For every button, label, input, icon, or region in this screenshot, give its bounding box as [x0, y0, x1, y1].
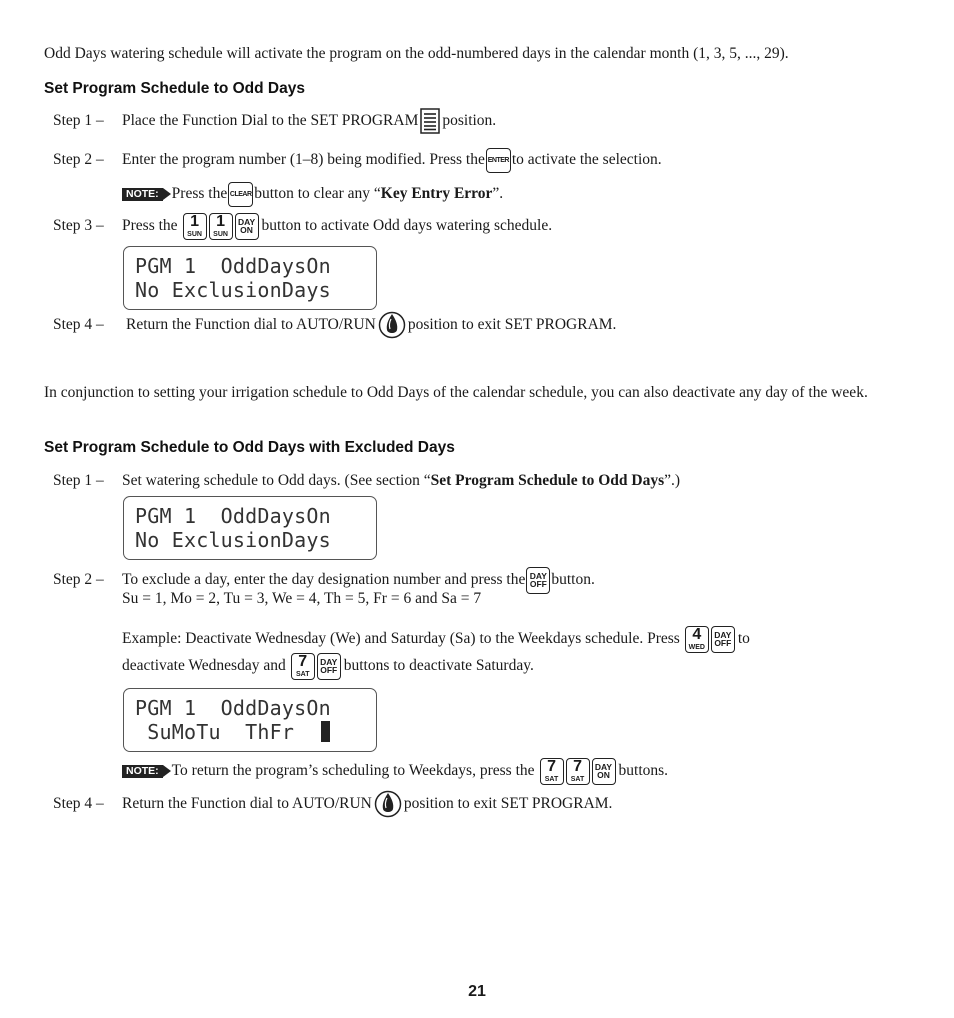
- day-off-key-icon: DAY OFF: [711, 626, 735, 653]
- step-bold: Set Program Schedule to Odd Days: [430, 472, 665, 489]
- step-text: Enter the program number (1–8) being modified. Press the: [122, 151, 485, 168]
- example-line-2: [122, 653, 534, 679]
- lcd-line: PGM 1 OddDaysOn: [135, 696, 331, 720]
- example-text: to: [737, 630, 750, 647]
- key-1-sun-icon: 1 SUN: [183, 213, 207, 240]
- step-text: Return the Function dial to AUTO/RUN: [122, 795, 372, 812]
- s2-note: [122, 758, 668, 784]
- set-program-icon: [420, 108, 440, 134]
- section-heading-odd-days: Set Program Schedule to Odd Days: [44, 80, 305, 97]
- step-label: Step 2 –: [53, 151, 104, 168]
- day-on-key-icon: DAY ON: [592, 758, 616, 785]
- step-text: to activate the selection.: [511, 151, 662, 168]
- lcd-line: PGM 1 OddDaysOn: [135, 254, 331, 278]
- step-text: button.: [551, 571, 595, 588]
- s1-step2: [53, 147, 913, 173]
- lcd-display: [123, 688, 377, 752]
- step-text: ”.): [664, 472, 681, 489]
- step-text: To exclude a day, enter the day designation number and press the: [122, 571, 526, 588]
- clear-key-icon: CLEAR: [228, 182, 253, 207]
- step-text: Return the Function dial to AUTO/RUN: [126, 316, 376, 333]
- day-designation-line: Su = 1, Mo = 2, Tu = 3, We = 4, Th = 5, Fr = 6 and Sa = 7: [122, 590, 482, 607]
- note-bold: Key Entry Error: [380, 185, 493, 202]
- lcd-line: SuMoTu ThFr: [135, 720, 376, 744]
- s1-step1: [53, 108, 913, 134]
- key-7-sat-icon: 7 SAT: [540, 758, 564, 785]
- step-text: position to exit SET PROGRAM.: [403, 795, 613, 812]
- day-off-key-icon: DAY OFF: [317, 653, 341, 680]
- example-line-1: [122, 626, 750, 652]
- conjunction-paragraph: In conjunction to setting your irrigation schedule to Odd Days of the calendar schedule, you can also deactivate any day of the week.: [44, 384, 868, 401]
- key-7-sat-icon: 7 SAT: [291, 653, 315, 680]
- s2-step4: [53, 791, 913, 817]
- step-label: Step 1 –: [53, 472, 104, 489]
- auto-run-dial-icon: [378, 311, 406, 339]
- lcd-line: PGM 1 OddDaysOn: [135, 504, 331, 528]
- step-label: Step 4 –: [53, 316, 104, 333]
- note-text: Press the: [171, 185, 228, 202]
- note-badge: NOTE:: [122, 188, 163, 201]
- intro-paragraph: Odd Days watering schedule will activate the program on the odd-numbered days in the calendar month (1, 3, 5, ..., 29).: [44, 45, 789, 62]
- day-off-key-icon: DAY OFF: [526, 567, 550, 594]
- key-1-sun-icon: 1 SUN: [209, 213, 233, 240]
- lcd-display: [123, 246, 377, 310]
- key-4-wed-icon: 4 WED: [685, 626, 709, 653]
- note-text: ”.: [492, 185, 504, 202]
- step-text: Press the: [122, 217, 178, 234]
- section-heading-excluded-days: Set Program Schedule to Odd Days with Excluded Days: [44, 439, 455, 456]
- lcd-line: No ExclusionDays: [135, 528, 331, 552]
- s2-step1: [53, 468, 913, 494]
- step-label: Step 3 –: [53, 217, 104, 234]
- note-text: To return the program’s scheduling to Weekdays, press the: [171, 762, 535, 779]
- example-text: Example: Deactivate Wednesday (We) and Saturday (Sa) to the Weekdays schedule. Press: [122, 630, 680, 647]
- lcd-cursor: [321, 721, 330, 742]
- lcd-line: No ExclusionDays: [135, 278, 331, 302]
- key-7-sat-icon: 7 SAT: [566, 758, 590, 785]
- step-label: Step 2 –: [53, 571, 104, 588]
- s1-step3: [53, 213, 913, 239]
- step-label: Step 1 –: [53, 112, 104, 129]
- lcd-display: [123, 496, 377, 560]
- note-text: buttons.: [618, 762, 669, 779]
- s1-note: [122, 181, 503, 207]
- step-text: Set watering schedule to Odd days. (See section “: [122, 472, 431, 489]
- page-number: 21: [468, 983, 486, 1000]
- step-label: Step 4 –: [53, 795, 104, 812]
- step-text: button to activate Odd days watering schedule.: [261, 217, 553, 234]
- s1-step4: [53, 312, 913, 338]
- auto-run-dial-icon: [374, 790, 402, 818]
- example-text: buttons to deactivate Saturday.: [343, 657, 534, 674]
- example-text: deactivate Wednesday and: [122, 657, 286, 674]
- step-text: position.: [442, 112, 497, 129]
- day-on-key-icon: DAY ON: [235, 213, 259, 240]
- note-badge: NOTE:: [122, 765, 163, 778]
- step-text: position to exit SET PROGRAM.: [407, 316, 617, 333]
- enter-key-icon: ENTER: [486, 148, 511, 173]
- step-text: Place the Function Dial to the SET PROGRAM: [122, 112, 419, 129]
- note-text: button to clear any “: [254, 185, 381, 202]
